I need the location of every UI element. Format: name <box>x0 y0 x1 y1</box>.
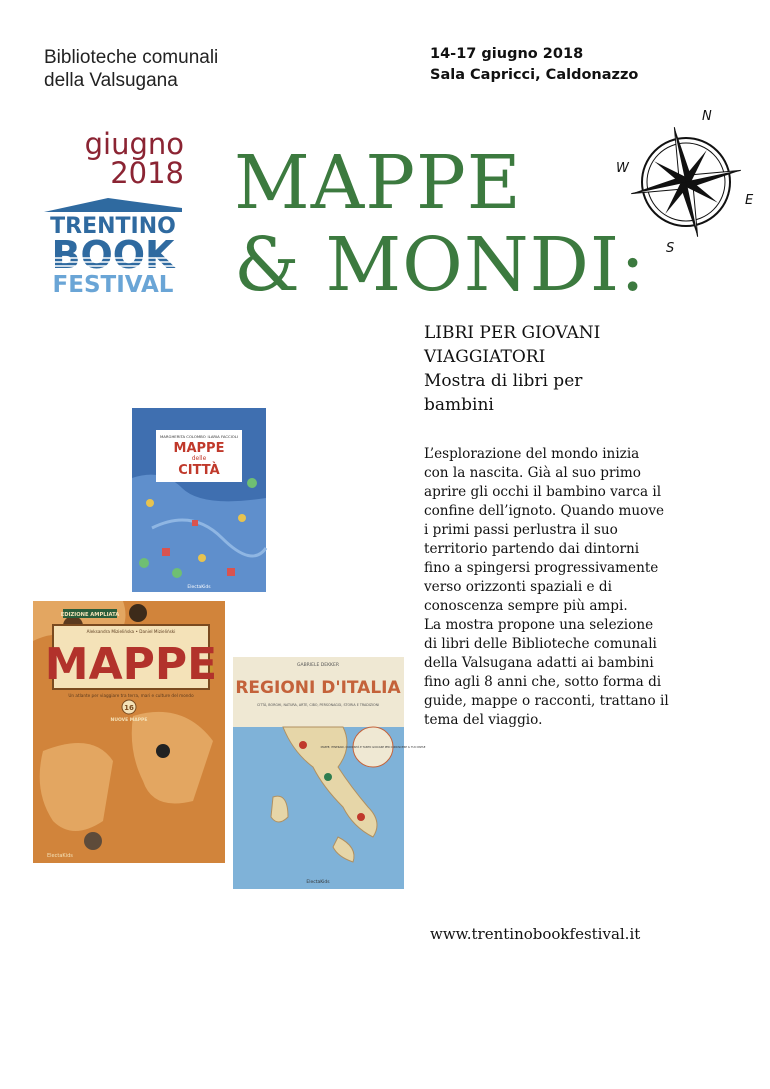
festival-month-name: giugno <box>84 127 184 161</box>
description-line: conoscenza sempre più ampi. <box>424 598 628 614</box>
description-line: aprire gli occhi il bambino varca il <box>424 484 662 500</box>
description-line: di libri delle Biblioteche comunali <box>424 636 657 652</box>
description-line: verso orizzonti spaziali e di <box>424 579 612 595</box>
book3-note: MAPPE, ITINERARI, CURIOSITÀ E TANTO GIOCARE PER CONOSCERE IL TUO PAESE <box>320 746 426 749</box>
book2-authors: Aleksandra Mizielińska • Daniel Mizieliński <box>86 629 176 634</box>
book1-title-bottom: CITTÀ <box>178 463 220 478</box>
logo-festival: FESTIVAL <box>52 272 174 298</box>
title-line-1: MAPPE <box>234 140 522 226</box>
book2-title: MAPPE <box>44 639 218 690</box>
trentino-book-festival-logo <box>42 196 184 296</box>
subtitle-line-3: Mostra di libri per <box>424 371 583 391</box>
book1-author-left: MARGHERITA COLOMBO <box>160 434 206 439</box>
book1-publisher: ElectaKids <box>187 585 211 590</box>
description-line: L’esplorazione del mondo inizia <box>424 446 640 462</box>
description-line: guide, mappe o racconti, trattano il <box>424 693 669 709</box>
organizer-line-2: della Valsugana <box>44 70 178 91</box>
book1-author-right: ILARIA FACCIOLI <box>207 434 238 439</box>
organizer <box>44 46 218 92</box>
festival-year: 2018 <box>110 156 184 190</box>
book2-number: 16 <box>124 704 134 712</box>
organizer-line-1: Biblioteche comunali <box>44 47 219 68</box>
event-place: Sala Capricci, Caldonazzo <box>430 67 639 83</box>
description-line: i primi passi perlustra il suo <box>424 522 618 538</box>
compass-s: S <box>666 241 675 256</box>
description <box>424 445 714 730</box>
subtitle <box>424 321 600 417</box>
description-line: territorio partendo dai dintorni <box>424 541 640 557</box>
compass-e: E <box>745 193 754 208</box>
description-line: della Valsugana adatti ai bambini <box>424 655 654 671</box>
book2-tagline: Un atlante per viaggiare tra terra, mari e culture del mondo <box>68 693 194 698</box>
event-dates: 14-17 giugno 2018 <box>430 46 584 62</box>
subtitle-line-1: LIBRI PER GIOVANI <box>424 323 601 343</box>
subtitle-line-4: bambini <box>424 395 494 415</box>
website-url[interactable]: www.trentinobookfestival.it <box>430 925 641 943</box>
title-line-2: & MONDI: <box>234 222 647 308</box>
book-cover-mappe-delle-citta <box>132 408 266 592</box>
description-line: fino a spingersi progressivamente <box>424 560 659 576</box>
compass-w: W <box>616 161 629 176</box>
compass-rose-icon <box>612 106 758 256</box>
logo-trentino: TRENTINO <box>50 214 176 239</box>
description-line: tema del viaggio. <box>424 712 543 728</box>
book3-author: GABRIELE DEKKER <box>297 663 339 668</box>
logo-book: BOOK <box>51 233 175 277</box>
subtitle-line-2: VIAGGIATORI <box>424 347 546 367</box>
compass-n: N <box>702 109 712 124</box>
book1-title-mid: delle <box>191 455 207 462</box>
book2-publisher: ElectaKids <box>47 853 73 859</box>
book2-new-maps: NUOVE MAPPE <box>110 718 148 723</box>
description-line: La mostra propone una selezione <box>424 617 654 633</box>
logo-roof-shape <box>44 198 182 212</box>
book-cover-mappe <box>33 601 225 863</box>
book2-badge: EDIZIONE AMPLIATA <box>60 612 120 618</box>
festival-month <box>62 127 184 190</box>
book-cover-regioni-italia <box>233 657 426 889</box>
book3-tagline: CITTÀ, BORGHI, NATURA, ARTE, CIBO, PERSONAGGI, STORIA E TRADIZIONI <box>256 703 380 707</box>
description-line: confine dell’ignoto. Quando muove <box>424 503 665 519</box>
main-title <box>234 140 647 308</box>
description-line: con la nascita. Già al suo primo <box>424 465 641 481</box>
book1-title-top: MAPPE <box>173 441 225 456</box>
book3-title: REGIONI D'ITALIA <box>235 678 401 698</box>
book3-publisher: ElectaKids <box>306 880 330 885</box>
description-line: fino agli 8 anni che, sotto forma di <box>424 674 662 690</box>
event-info <box>430 44 638 86</box>
